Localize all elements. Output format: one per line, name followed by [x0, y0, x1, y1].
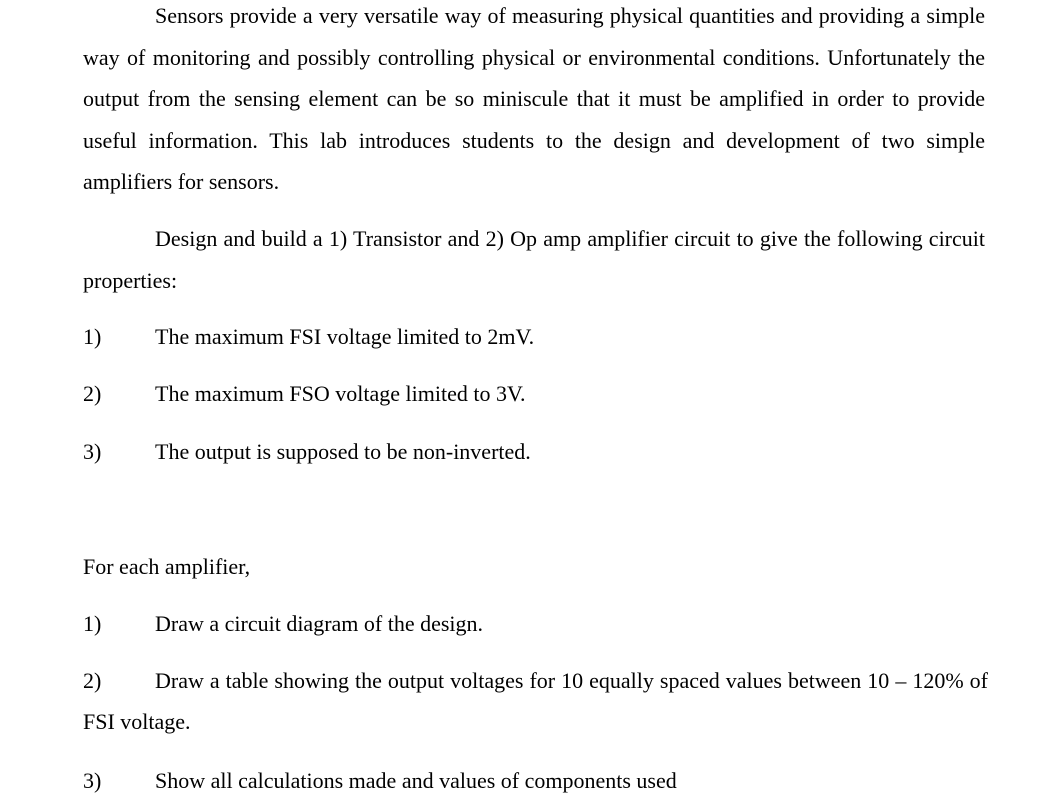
list-number: 3): [83, 768, 102, 793]
step-item: [83, 760, 985, 801]
list-item-text: The output is supposed to be non-inverted.: [155, 439, 531, 464]
list-item-text: The maximum FSO voltage limited to 3V.: [155, 381, 526, 406]
step-item: [83, 603, 985, 644]
task-text: Design and build a 1) Transistor and 2) Op amp amplifier circuit to give the following circuit properties:: [83, 226, 985, 293]
list-number: 2): [83, 381, 102, 406]
list-item-text: Show all calculations made and values of components used: [155, 768, 677, 793]
list-item-text: Draw a circuit diagram of the design.: [155, 611, 484, 636]
list-number: 1): [83, 324, 102, 349]
intro-text: Sensors provide a very versatile way of measuring physical quantities and providing a simple way of monitoring and possibly controlling physical or environmental conditions. Unfortunately the output from the sensing element can be so miniscule that it must be amplified in order to provide useful information. This lab introduces students to the design and development of two simple amplifiers for sensors.: [83, 3, 985, 194]
property-item: [83, 431, 985, 472]
list-number: 2): [83, 668, 102, 693]
for-each-heading: For each amplifier,: [83, 554, 251, 579]
step-item: [83, 660, 988, 742]
property-item: [83, 373, 985, 414]
list-item-text: Draw a table showing the output voltages for 10 equally spaced values between 10 – 120% of FSI voltage.: [83, 668, 988, 734]
intro-paragraph: [83, 0, 985, 203]
list-number: 1): [83, 611, 102, 636]
list-item-text: The maximum FSI voltage limited to 2mV.: [155, 324, 535, 349]
list-number: 3): [83, 439, 102, 464]
property-item: [83, 316, 985, 357]
task-paragraph: [83, 218, 985, 301]
